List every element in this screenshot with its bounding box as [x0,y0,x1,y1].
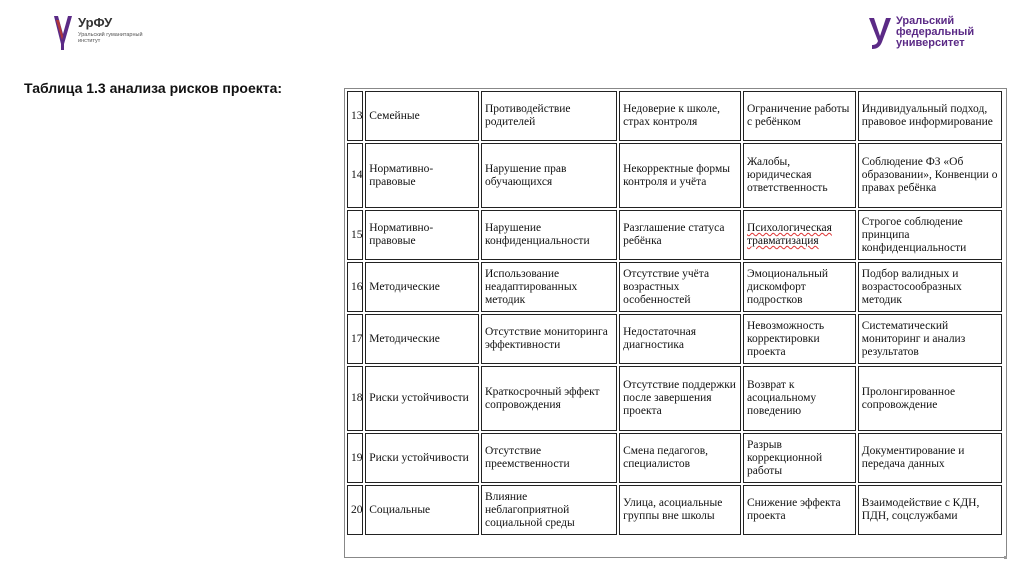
logo-line: федеральный [896,26,975,38]
row-number: 17 [347,314,363,364]
table-row [347,210,1002,260]
urfu-emblem-icon [868,16,892,50]
slide-title: Таблица 1.3 анализа рисков проекта: [24,80,283,96]
row-number: 16 [347,262,363,312]
risk-type: Методические [365,262,479,312]
risk-cause: Недостаточная диагностика [619,314,741,364]
risk-cause: Некорректные формы контроля и учёта [619,143,741,208]
logo-text [896,16,996,49]
urfu-logo [868,16,988,56]
risk-effect: Невозможность корректировки проекта [743,314,856,364]
risk-name: Использование неадаптированных методик [481,262,617,312]
urfu-uhi-logo [52,14,162,56]
risk-table [345,89,1004,537]
table-row [347,314,1002,364]
risk-measure: Соблюдение ФЗ «Об образовании», Конвенции о правах ребёнка [858,143,1002,208]
risk-cause: Разглашение статуса ребёнка [619,210,741,260]
page-marker [1004,556,1007,559]
risk-effect: Психологическая травматизация [743,210,856,260]
risk-table-image [344,88,1007,558]
risk-name: Влияние неблагоприятной социальной среды [481,485,617,535]
risk-effect: Разрыв коррекционной работы [743,433,856,483]
risk-effect: Снижение эффекта проекта [743,485,856,535]
urfu-emblem-icon [52,14,74,52]
risk-cause: Смена педагогов, специалистов [619,433,741,483]
risk-measure: Индивидуальный подход, правовое информирование [858,91,1002,141]
risk-cause: Отсутствие учёта возрастных особенностей [619,262,741,312]
row-number: 18 [347,366,363,431]
risk-type: Риски устойчивости [365,366,479,431]
row-number: 20 [347,485,363,535]
row-number: 13 [347,91,363,141]
risk-effect: Ограничение работы с ребёнком [743,91,856,141]
logo-line: университет [896,37,965,49]
risk-measure: Систематический мониторинг и анализ результатов [858,314,1002,364]
risk-measure: Документирование и передача данных [858,433,1002,483]
risk-measure: Строгое соблюдение принципа конфиденциальности [858,210,1002,260]
risk-name: Отсутствие преемственности [481,433,617,483]
table-row [347,262,1002,312]
table-row [347,485,1002,535]
risk-name: Нарушение конфиденциальности [481,210,617,260]
risk-type: Методические [365,314,479,364]
risk-effect: Эмоциональный дискомфорт подростков [743,262,856,312]
table-row [347,433,1002,483]
risk-type: Семейные [365,91,479,141]
risk-cause: Отсутствие поддержки после завершения проекта [619,366,741,431]
logo-title: УрФУ [78,15,113,30]
risk-name: Противодействие родителей [481,91,617,141]
risk-type: Социальные [365,485,479,535]
risk-measure: Взаимодействие с КДН, ПДН, соцслужбами [858,485,1002,535]
risk-name: Отсутствие мониторинга эффективности [481,314,617,364]
risk-measure: Пролонгированное сопровождение [858,366,1002,431]
risk-effect: Жалобы, юридическая ответственность [743,143,856,208]
risk-measure: Подбор валидных и возрастосообразных методик [858,262,1002,312]
risk-type: Риски устойчивости [365,433,479,483]
logo-line: Уральский [896,15,955,27]
table-row [347,366,1002,431]
row-number: 14 [347,143,363,208]
table-row [347,91,1002,141]
row-number: 15 [347,210,363,260]
risk-type: Нормативно-правовые [365,143,479,208]
risk-type: Нормативно-правовые [365,210,479,260]
risk-name: Нарушение прав обучающихся [481,143,617,208]
risk-name: Краткосрочный эффект сопровождения [481,366,617,431]
risk-effect: Возврат к асоциальному поведению [743,366,856,431]
table-row [347,143,1002,208]
logo-subtitle: Уральский гуманитарный институт [78,32,143,44]
risk-cause: Улица, асоциальные группы вне школы [619,485,741,535]
risk-cause: Недоверие к школе, страх контроля [619,91,741,141]
row-number: 19 [347,433,363,483]
